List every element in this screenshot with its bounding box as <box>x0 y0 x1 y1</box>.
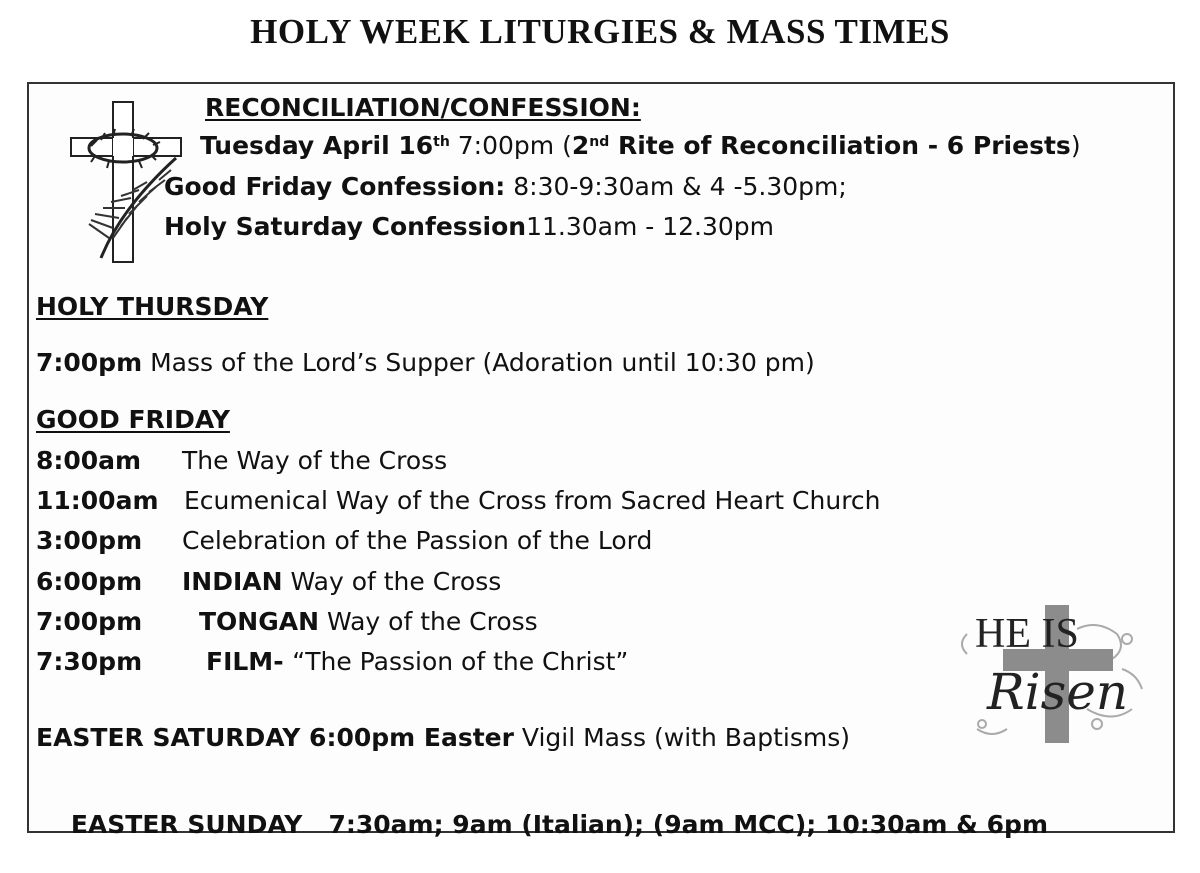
he-is-text: HE IS <box>975 611 1079 657</box>
he-is-risen-graphic <box>947 599 1157 749</box>
item-text: Way of the Cross <box>319 607 538 636</box>
item-time: 11:00am <box>36 486 159 515</box>
tuesday-sup: th <box>433 134 450 150</box>
reconciliation-saturday <box>164 211 774 243</box>
item-bold: FILM- <box>206 647 293 676</box>
holy-thursday-heading: HOLY THURSDAY <box>36 292 269 321</box>
good-friday-heading: GOOD FRIDAY <box>36 405 230 434</box>
good-friday-item <box>36 646 628 678</box>
second-number: 2 <box>571 131 590 160</box>
good-friday-item <box>36 606 538 638</box>
item-text: The Way of the Cross <box>182 446 448 475</box>
item-text: Celebration of the Passion of the Lord <box>182 526 653 555</box>
item-time: 6:00pm <box>36 567 143 596</box>
rite-text: Rite of Reconciliation - 6 Priests <box>609 131 1071 160</box>
good-friday-item <box>36 485 881 517</box>
easter-saturday-text: Vigil Mass (with Baptisms) <box>513 723 850 752</box>
easter-saturday-bold: EASTER SATURDAY 6:00pm Easter <box>36 723 514 752</box>
item-time: 3:00pm <box>36 526 143 555</box>
item-bold: TONGAN <box>199 607 320 636</box>
holy-thursday-mass <box>36 347 815 379</box>
easter-saturday <box>36 722 850 754</box>
saturday-times: 11.30am - 12.30pm <box>526 212 775 241</box>
item-time: 7:30pm <box>36 647 143 676</box>
easter-sunday <box>36 777 1048 873</box>
friday-label: Good Friday Confession: <box>164 172 506 201</box>
item-time: 7:00pm <box>36 607 143 636</box>
tuesday-label: Tuesday April 16 <box>200 131 434 160</box>
rite-close: ) <box>1070 131 1081 160</box>
schedule-box <box>27 82 1175 839</box>
holy-thursday-text: Mass of the Lord’s Supper (Adoration until 10:30 pm) <box>142 348 815 377</box>
saturday-label: Holy Saturday Confession <box>164 212 527 241</box>
reconciliation-tuesday <box>200 130 1081 162</box>
tuesday-time: 7:00pm ( <box>449 131 572 160</box>
reconciliation-friday <box>164 171 847 203</box>
easter-sunday-times: 7:30am; 9am (Italian); (9am MCC); 10:30am & 6pm <box>302 810 1048 839</box>
item-text: “The Passion of the Christ” <box>292 647 629 676</box>
good-friday-item <box>36 525 652 557</box>
item-time: 8:00am <box>36 446 142 475</box>
item-text: Ecumenical Way of the Cross from Sacred Heart Church <box>184 486 881 515</box>
item-bold: INDIAN <box>182 567 283 596</box>
second-sup: nd <box>589 134 610 150</box>
risen-text: Risen <box>987 663 1129 721</box>
reconciliation-heading: RECONCILIATION/CONFESSION: <box>205 93 641 122</box>
page-title: HOLY WEEK LITURGIES & MASS TIMES <box>250 12 950 51</box>
good-friday-item <box>36 445 447 477</box>
friday-times: 8:30-9:30am & 4 -5.30pm; <box>505 172 847 201</box>
holy-thursday-time: 7:00pm <box>36 348 143 377</box>
good-friday-item <box>36 566 501 598</box>
item-text: Way of the Cross <box>282 567 502 596</box>
easter-sunday-label: EASTER SUNDAY <box>70 810 303 839</box>
